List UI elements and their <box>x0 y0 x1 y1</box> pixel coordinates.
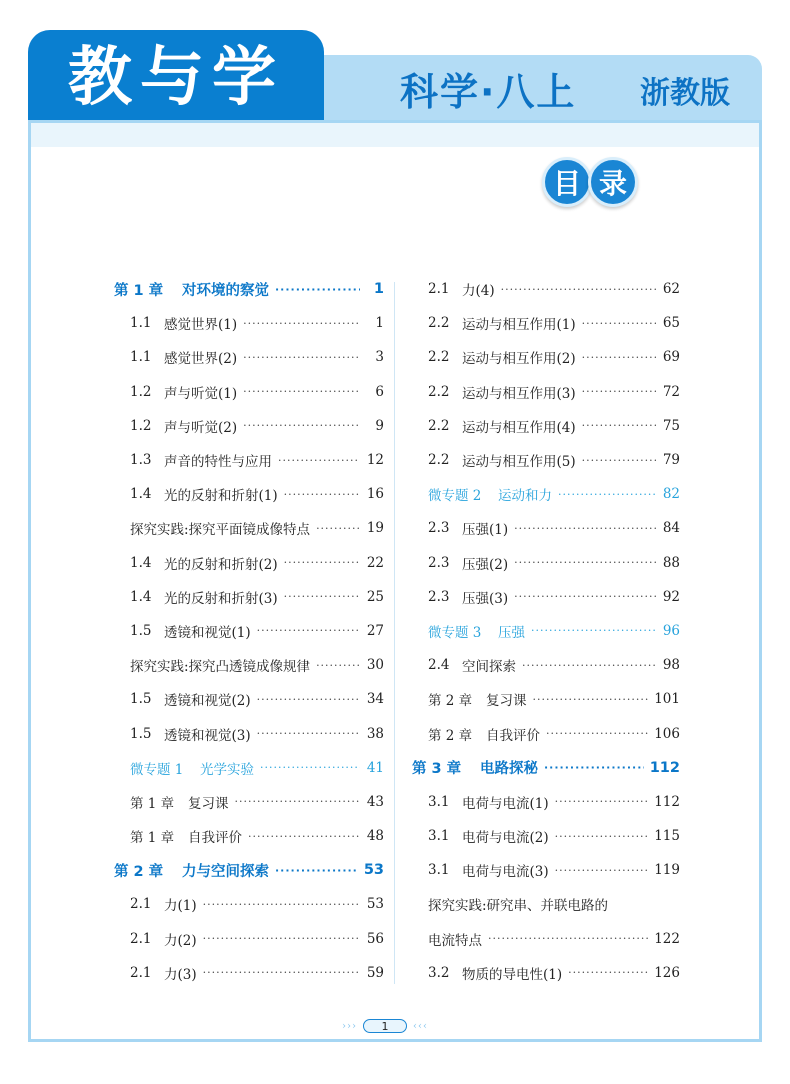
toc-entry-title: 运动与相互作用(1) <box>462 317 576 334</box>
toc-entry[interactable] <box>410 785 680 819</box>
toc-entry[interactable] <box>410 580 680 614</box>
toc-entry[interactable] <box>112 819 384 853</box>
frame-top-band <box>31 123 759 147</box>
toc-entry-number: 第 3 章 <box>412 761 462 778</box>
toc-leader-dots <box>555 795 649 808</box>
toc-entry-number: 2.3 <box>428 520 450 537</box>
toc-entry[interactable] <box>410 340 680 374</box>
toc-leader-dots <box>514 522 656 535</box>
toc-entry-page: 22 <box>366 554 384 571</box>
toc-entry-page: 1 <box>375 315 384 332</box>
toc-leader-dots <box>555 864 649 877</box>
toc-entry-number: 1.4 <box>130 588 152 605</box>
toc-leader-dots <box>582 454 656 467</box>
toc-entry-page: 25 <box>366 588 384 605</box>
toc-entry-page: 101 <box>654 691 680 708</box>
toc-entry-number: 2.2 <box>428 452 450 469</box>
toc-leader-dots <box>243 385 360 398</box>
toc-entry[interactable] <box>410 477 680 511</box>
toc-entry-title: 声与听觉(1) <box>164 385 238 402</box>
toc-entry[interactable] <box>112 477 384 511</box>
toc-entry-title: 力(1) <box>164 898 197 915</box>
toc-entry-title: 压强(1) <box>462 522 509 539</box>
toc-entry-title: 透镜和视觉(1) <box>164 624 251 641</box>
subject-title: 科学·八上 <box>400 70 577 114</box>
toc-entry-title: 力与空间探索 <box>182 863 269 880</box>
toc-entry-number: 2.3 <box>428 554 450 571</box>
toc-entry-number: 1.1 <box>130 349 152 366</box>
toc-entry-page: 126 <box>654 964 680 981</box>
toc-leader-dots <box>203 932 360 945</box>
toc-entry-number: 微专题 2 <box>428 488 482 505</box>
toc-entry-page: 106 <box>654 725 680 742</box>
toc-entry-page: 122 <box>654 930 680 947</box>
toc-leader-dots <box>316 522 360 535</box>
toc-entry-number: 微专题 3 <box>428 624 482 641</box>
toc-entry[interactable] <box>112 922 384 956</box>
toc-entry[interactable] <box>112 956 384 990</box>
toc-entry-page: 9 <box>375 417 384 434</box>
toc-leader-dots <box>316 659 360 672</box>
toc-entry-title: 探究实践:探究凸透镜成像规律 <box>130 659 311 676</box>
brand-tab <box>28 30 324 126</box>
toc-entry-page: 92 <box>662 588 680 605</box>
toc-leader-dots <box>203 966 360 979</box>
toc-entry-title: 力(4) <box>462 283 495 300</box>
toc-entry-number: 1.2 <box>130 383 152 400</box>
toc-entry-page: 115 <box>654 828 680 845</box>
toc-entry-number: 1.4 <box>130 486 152 503</box>
toc-entry[interactable] <box>112 511 384 545</box>
toc-chapter-entry[interactable] <box>410 751 680 785</box>
toc-entry[interactable] <box>410 409 680 443</box>
toc-entry-title: 运动和力 <box>498 488 552 505</box>
toc-entry-page: 65 <box>662 315 680 332</box>
toc-leader-dots <box>243 351 360 364</box>
toc-entry-title: 电荷与电流(1) <box>462 795 549 812</box>
toc-entry-page: 27 <box>366 622 384 639</box>
toc-entry-title: 声音的特性与应用 <box>164 454 272 471</box>
toc-entry-title: 物质的导电性(1) <box>462 966 563 983</box>
toc-entry-number: 1.2 <box>130 417 152 434</box>
toc-chapter-entry[interactable] <box>112 272 384 306</box>
toc-entry-title: 探究实践:研究串、并联电路的 <box>428 898 609 915</box>
toc-entry[interactable] <box>112 648 384 682</box>
toc-entry-page: 72 <box>662 383 680 400</box>
toc-entry-title: 电流特点 <box>428 932 482 949</box>
toc-entry-title: 光的反射和折射(1) <box>164 488 278 505</box>
toc-leader-dots <box>514 590 656 603</box>
toc-entry[interactable] <box>112 340 384 374</box>
toc-entry[interactable] <box>410 853 680 887</box>
toc-leader-dots <box>284 590 360 603</box>
toc-entry[interactable] <box>410 306 680 340</box>
toc-entry-page: 56 <box>366 930 384 947</box>
page-footer <box>342 1019 428 1033</box>
toc-entry-page: 112 <box>654 793 680 810</box>
toc-leader-dots <box>568 966 648 979</box>
toc-leader-dots <box>284 488 360 501</box>
toc-entry-number: 第 2 章 <box>114 863 164 880</box>
toc-leader-dots <box>514 556 656 569</box>
toc-entry-number: 微专题 1 <box>130 761 184 778</box>
toc-entry-page: 41 <box>366 759 384 776</box>
toc-entry-page: 112 <box>649 759 680 776</box>
toc-entry-number: 第 2 章 <box>428 727 473 744</box>
toc-entry[interactable] <box>410 648 680 682</box>
toc-entry-page: 16 <box>366 486 384 503</box>
toc-entry-number: 1.5 <box>130 622 152 639</box>
toc-entry-title: 感觉世界(1) <box>164 317 238 334</box>
toc-entry-number: 1.5 <box>130 691 152 708</box>
toc-entry[interactable] <box>410 922 680 956</box>
toc-entry-title: 力(3) <box>164 966 197 983</box>
toc-badge-char-2: 录 <box>588 157 638 207</box>
toc-entry[interactable] <box>112 443 384 477</box>
toc-entry[interactable] <box>410 716 680 750</box>
toc-entry-title: 光的反射和折射(2) <box>164 556 278 573</box>
toc-entry[interactable] <box>410 375 680 409</box>
toc-column-right <box>410 272 680 990</box>
toc-entry-number: 2.4 <box>428 657 450 674</box>
toc-entry-title: 光学实验 <box>200 761 254 778</box>
toc-entry-page: 75 <box>662 417 680 434</box>
toc-entry-page: 53 <box>363 862 384 879</box>
toc-entry-page: 82 <box>662 486 680 503</box>
toc-leader-dots <box>257 727 360 740</box>
toc-leader-dots <box>488 932 648 945</box>
toc-entry[interactable] <box>410 614 680 648</box>
column-divider <box>394 282 395 984</box>
toc-entry-page: 88 <box>662 554 680 571</box>
toc-entry-number: 第 1 章 <box>130 795 175 812</box>
toc-entry[interactable] <box>410 443 680 477</box>
toc-leader-dots <box>257 624 360 637</box>
toc-entry-number: 3.1 <box>428 828 450 845</box>
toc-entry-title: 对环境的察觉 <box>182 282 269 299</box>
toc-leader-dots <box>275 283 360 296</box>
toc-leader-dots <box>544 761 644 774</box>
toc-leader-dots <box>582 419 656 432</box>
toc-entry-title: 光的反射和折射(3) <box>164 590 278 607</box>
toc-leader-dots <box>582 351 656 364</box>
toc-entry-number: 第 1 章 <box>114 282 164 299</box>
toc-entry-title: 运动与相互作用(5) <box>462 454 576 471</box>
toc-entry-title: 力(2) <box>164 932 197 949</box>
toc-entry-title: 自我评价 <box>486 727 540 744</box>
toc-entry-title: 压强(2) <box>462 556 509 573</box>
toc-entry[interactable] <box>410 887 680 921</box>
toc-leader-dots <box>531 624 656 637</box>
toc-entry-number: 第 1 章 <box>130 830 175 847</box>
edition-label: 浙教版 <box>640 76 730 111</box>
toc-leader-dots <box>235 795 361 808</box>
toc-entry-page: 1 <box>373 281 384 298</box>
toc-entry-title: 运动与相互作用(4) <box>462 419 576 436</box>
toc-badge <box>542 157 634 207</box>
toc-leader-dots <box>533 693 649 706</box>
toc-entry-title: 探究实践:探究平面镜成像特点 <box>130 522 311 539</box>
toc-entry[interactable] <box>410 819 680 853</box>
toc-entry-title: 透镜和视觉(2) <box>164 693 251 710</box>
toc-entry[interactable] <box>112 580 384 614</box>
toc-entry-number: 1.1 <box>130 315 152 332</box>
toc-entry-page: 48 <box>366 828 384 845</box>
toc-entry-page: 30 <box>366 657 384 674</box>
toc-entry-number: 2.2 <box>428 315 450 332</box>
toc-entry[interactable] <box>410 956 680 990</box>
toc-entry[interactable] <box>410 682 680 716</box>
toc-leader-dots <box>582 317 656 330</box>
toc-entry-number: 2.2 <box>428 383 450 400</box>
toc-entry[interactable] <box>112 375 384 409</box>
toc-entry-title: 运动与相互作用(3) <box>462 385 576 402</box>
toc-chapter-entry[interactable] <box>112 853 384 887</box>
toc-leader-dots <box>284 556 360 569</box>
toc-entry-page: 38 <box>366 725 384 742</box>
toc-entry[interactable] <box>112 785 384 819</box>
toc-entry-page: 62 <box>662 281 680 298</box>
toc-entry[interactable] <box>410 511 680 545</box>
toc-entry-title: 压强 <box>498 624 525 641</box>
toc-entry-title: 自我评价 <box>188 830 242 847</box>
toc-entry[interactable] <box>112 751 384 785</box>
toc-entry-number: 2.2 <box>428 349 450 366</box>
toc-badge-char-1: 目 <box>542 157 592 207</box>
toc-entry-number: 2.1 <box>130 964 152 981</box>
toc-leader-dots <box>260 761 360 774</box>
toc-entry-number: 2.2 <box>428 417 450 434</box>
toc-leader-dots <box>243 317 360 330</box>
toc-entry-title: 电路探秘 <box>480 761 538 778</box>
toc-entry[interactable] <box>112 887 384 921</box>
toc-leader-dots <box>257 693 360 706</box>
toc-entry-page: 34 <box>366 691 384 708</box>
toc-entry[interactable] <box>112 614 384 648</box>
toc-entry[interactable] <box>112 546 384 580</box>
toc-column-left <box>112 272 384 990</box>
toc-leader-dots <box>501 283 656 296</box>
toc-entry[interactable] <box>112 682 384 716</box>
toc-entry-title: 复习课 <box>486 693 527 710</box>
toc-entry-title: 空间探索 <box>462 659 516 676</box>
toc-leader-dots <box>582 385 656 398</box>
toc-entry-page: 96 <box>662 622 680 639</box>
toc-leader-dots <box>248 830 360 843</box>
toc-entry-title: 压强(3) <box>462 590 509 607</box>
toc-entry-number: 1.4 <box>130 554 152 571</box>
toc-entry-title: 声与听觉(2) <box>164 419 238 436</box>
toc-entry-page: 79 <box>662 452 680 469</box>
toc-leader-dots <box>558 488 656 501</box>
toc-leader-dots <box>522 659 656 672</box>
page-number: 1 <box>363 1019 407 1033</box>
toc-leader-dots <box>546 727 648 740</box>
toc-entry[interactable] <box>410 272 680 306</box>
toc-leader-dots <box>203 898 360 911</box>
toc-entry-number: 1.5 <box>130 725 152 742</box>
toc-entry-number: 2.1 <box>130 930 152 947</box>
toc-entry-page: 3 <box>375 349 384 366</box>
toc-leader-dots <box>278 454 360 467</box>
toc-entry-page: 84 <box>662 520 680 537</box>
toc-entry[interactable] <box>112 716 384 750</box>
toc-entry-number: 2.1 <box>428 281 450 298</box>
toc-leader-dots <box>243 419 360 432</box>
toc-entry-number: 第 2 章 <box>428 693 473 710</box>
toc-entry-title: 运动与相互作用(2) <box>462 351 576 368</box>
toc-entry-page: 6 <box>375 383 384 400</box>
toc-entry-number: 3.2 <box>428 964 450 981</box>
toc-leader-dots <box>275 864 358 877</box>
toc-entry[interactable] <box>112 409 384 443</box>
footer-left-arrows: ››› <box>342 1020 357 1032</box>
footer-right-arrows: ‹‹‹ <box>413 1020 428 1032</box>
toc-leader-dots <box>555 830 649 843</box>
toc-entry[interactable] <box>112 306 384 340</box>
toc-entry-number: 3.1 <box>428 793 450 810</box>
toc-entry[interactable] <box>410 546 680 580</box>
toc-entry-number: 3.1 <box>428 862 450 879</box>
toc-entry-title: 电荷与电流(2) <box>462 830 549 847</box>
toc-entry-page: 98 <box>662 657 680 674</box>
toc-entry-number: 2.3 <box>428 588 450 605</box>
toc-entry-title: 感觉世界(2) <box>164 351 238 368</box>
toc-entry-number: 2.1 <box>130 896 152 913</box>
toc-entry-page: 19 <box>366 520 384 537</box>
toc-entry-page: 43 <box>366 793 384 810</box>
toc-entry-title: 复习课 <box>188 795 229 812</box>
toc-entry-page: 53 <box>366 896 384 913</box>
brand-title: 教与学 <box>68 41 284 115</box>
toc-entry-page: 69 <box>662 349 680 366</box>
toc-entry-page: 12 <box>366 452 384 469</box>
toc-entry-number: 1.3 <box>130 452 152 469</box>
toc-entry-title: 透镜和视觉(3) <box>164 727 251 744</box>
toc-entry-page: 119 <box>654 862 680 879</box>
toc-entry-title: 电荷与电流(3) <box>462 864 549 881</box>
toc-entry-page: 59 <box>366 964 384 981</box>
